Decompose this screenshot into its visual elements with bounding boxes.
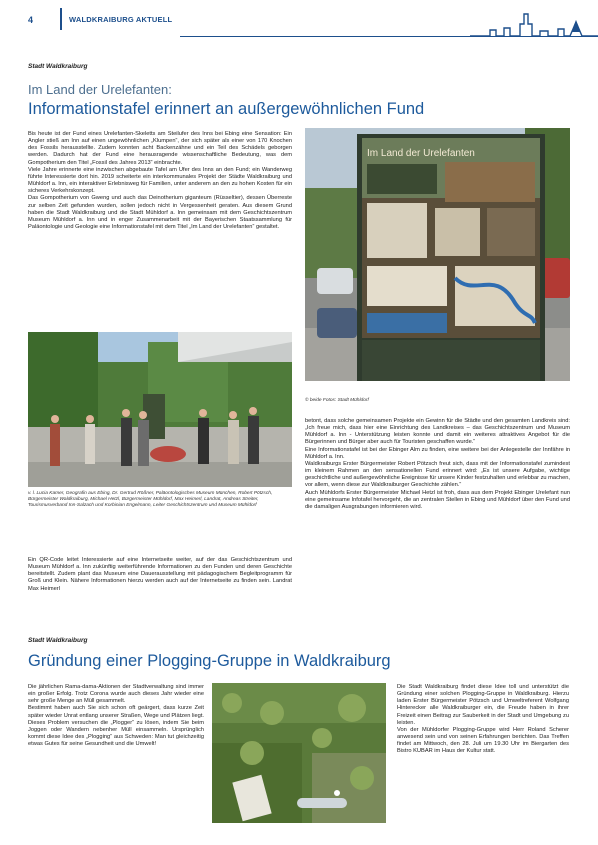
photo-litter — [212, 683, 386, 823]
paragraph: Von der Mühldorfer Plogging-Gruppe wird Herr Roland Scherer anwesend sein und von seinen Erfahrungen berichten. Das Treffen findet am Mittwoch, den 28. Juli um 19.30 Uhr im Biergarten des Bistro KUBAR im Haus der Kultur statt. — [397, 726, 569, 755]
article-kicker: Im Land der Urelefanten: — [28, 82, 172, 97]
photo-credit: © beide Fotos: Stadt Mühldorf — [305, 398, 369, 403]
paragraph: Viele Jahre erinnerte eine inzwischen abgebaute Tafel am Ufer des Inns an den Fund; ein Wanderweg führte Interessierte dort hin. 2019 scheiterte ein interkommunales Projekt der Städte Waldkraiburg und Mühldorf a. Inn, ein interaktiver Erlebnisweg für Familien, unter anderem an den zu hohen Kosten für ein sicheres Verkehrskonzept. — [28, 166, 292, 195]
section-label: Stadt Waldkraiburg — [28, 63, 88, 70]
board-title: Im Land der Urelefanten — [367, 148, 475, 159]
group-photo-image — [28, 332, 292, 487]
litter-photo-image — [212, 683, 386, 823]
paragraph: Das Gompotherium von Gweng und auch das Deinotherium giganteum (Rüsseltier), dessen Überreste zur selben Zeit gefunden wurden, sollen jedoch nicht in Vergessenheit geraten. Aus diesem Grund haben die Stadt Waldkraiburg und die Stadt Mühldorf a. Inn gemeinsam mit dem Geschichtszentrum Museum Mühldorf a. Inn und in enger Zusammenarbeit mit der Bayerischen Staatssammlung für Paläontologie und Geologie eine Informationstafel mit dem Titel „Im Land der Urelefanten“ gestaltet. — [28, 195, 292, 231]
article-body-col1-bottom — [28, 557, 292, 593]
paragraph: Eine Informationstafel ist bei der Ebinger Alm zu finden, eine weitere bei der Anlegestelle der Innfähre in Mühldorf a. Inn. — [305, 446, 570, 460]
paragraph: Waldkraiburgs Erster Bürgermeister Robert Pötzsch freut sich, dass mit der Informationstafel zumindest im kleinem Rahmen an den sensationellen Fund erinnert wird: „Es ist unsere Aufgabe, wichtige geschichtliche und außergewöhnliche Ereignisse für unsere Kinder festzuhalten und erlebbar zu machen, vor allem, wenn diese zur Waldkraiburger Geschichte zählen.“ — [305, 460, 570, 489]
paragraph: Bis heute ist der Fund eines Urelefanten-Skeletts am Steilufer des Inns bei Ebing eine Sensation: Ein Angler stieß am Inn auf einen ungewöhnlichen „Klumpen“, der sich später als einer von 170 Knochen des Fossils herausstellte. Zudem konnten acht Backenzähne und ein Teil des Schädels geborgen werden. Dadurch hat der Fund eine herausragende wissenschaftliche Bedeutung, was dem Gompotherium den Titel „Fossil des Jahres 2013“ einbrachte. — [28, 131, 292, 166]
city-skyline-icon — [470, 10, 598, 38]
article-headline: Informationstafel erinnert an außergewöhnlichen Fund — [28, 100, 425, 118]
section-label-2: Stadt Waldkraiburg — [28, 637, 88, 644]
paragraph: Ein QR-Code leitet Interessierte auf eine Internetseite weiter, auf der das Geschichtszentrum und Museum Mühldorf a. Inn zukünftig weiterführende Informationen zu den Funden und deren Geschichte bereitstellt. Zudem plant das Museum eine Dauerausstellung mit pädagogischem Begleitprogramm für Groß und Klein. Nähere Informationen hierzu werden auch auf der Internetseite zu finden sein. Landrat Max Heimerl — [28, 557, 292, 592]
photo-info-board — [305, 128, 570, 381]
publication-title: WALDKRAIBURG AKTUELL — [69, 15, 173, 24]
paragraph: Bestimmt haben auch Sie sich schon oft geärgert, dass kurze Zeit später wieder Unrat entlang unserer Straßen, Wege und Plätzen liegt. Dieses Problem versuchen die „Plogger“ zu lösen, indem Sie beim Joggen oder Wandern nebenher Müll einsammeln. Ursprünglich kommt diese Idee des „Plogging“ aus Schweden: Man tut gleichzeitig etwas Gutes für seine Gesundheit und die Umwelt! — [28, 705, 204, 748]
paragraph: Auch Mühldorfs Erster Bürgermeister Michael Hetzl ist froh, dass aus dem Projekt Ebinger Urelefant nun eine gemeinsame Infotafel hervorgeht, die an zentralen Stellen in Ebing und Mühldorf über den Fund und die damaligen Ausgrabungen informieren wird. — [305, 489, 570, 510]
article2-body-col3 — [397, 684, 569, 756]
paragraph: Die Stadt Waldkraiburg findet diese Idee toll und unterstützt die Gründung einer solchen Plogging-Gruppe in Waldkraiburg. Hierzu laden Erster Bürgermeister Pötzsch und Umweltreferent Wolfgang Hinterecker alle Waldkraiburger ein, die Freude haben in ihrer Freizeit einen Beitrag zur Sauberkeit in der Stadt und Umgebung zu leisten. — [397, 684, 569, 726]
info-board-image — [305, 128, 570, 381]
photo-caption: v. l. Lucia Kamer, Geografin aus Ebing, Dr. Gertrud Rößner, Paläontologisches Museum München, Robert Pötzsch, Bürgermeister Waldkraiburg, Michael Hetzl, Bürgermeister Mühldorf, Max Heimerl, Landrat, Andreas Streiter, Tourismusverband Inn-Salzach und Korbinian Engelmann, Leiter Geschichtszentrum und Museum Mühldorf — [28, 491, 273, 509]
header-divider — [60, 8, 62, 30]
article-body-col2 — [305, 418, 570, 511]
paragraph: Die jährlichen Rama-dama-Aktionen der Stadtverwaltung sind immer ein großer Erfolg. Trotz Corona wurde auch dieses Jahr wieder eine sehr große Menge an Müll gesammelt. — [28, 684, 204, 705]
photo-group — [28, 332, 292, 487]
paragraph: betont, dass solche gemeinsamen Projekte ein Gewinn für die Städte und den gesamten Landkreis sind: „Ich freue mich, dass hier eine Einrichtung des Landkreises – das Geschichtszentrum und Museum Mühldorf a. Inn - Unterstützung leisten konnte und damit ein weiteres attraktives Angebot für die Bürgerinnen und Bürger aber auch für Touristen geschaffen wurde.“ — [305, 418, 570, 446]
article-headline-2: Gründung einer Plogging-Gruppe in Waldkraiburg — [28, 652, 391, 670]
article-body-col1 — [28, 131, 292, 231]
page-number: 4 — [28, 15, 34, 25]
article2-body-col1 — [28, 684, 204, 748]
